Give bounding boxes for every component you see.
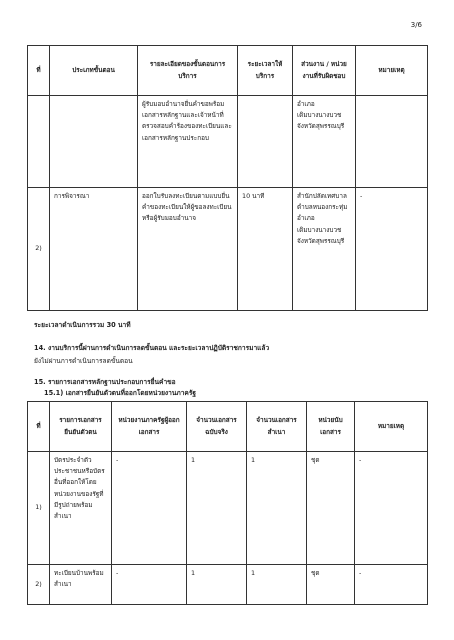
row-no: 1) bbox=[28, 452, 50, 565]
table-row bbox=[28, 452, 428, 565]
table-row bbox=[28, 188, 428, 311]
total-duration: ระยะเวลาดำเนินการรวม 30 นาที bbox=[34, 321, 131, 329]
row-note bbox=[356, 96, 428, 188]
page-number: 3/6 bbox=[410, 21, 422, 29]
section-14-text: ยังไม่ผ่านการดำเนินการลดขั้นตอน bbox=[34, 357, 133, 365]
row-copy-count: 1 bbox=[247, 452, 307, 565]
section-15-title: 15. รายการเอกสารหลักฐานประกอบการยื่นคำขอ bbox=[34, 378, 176, 386]
row-original-count: 1 bbox=[187, 565, 247, 605]
table-row bbox=[28, 96, 428, 188]
header-document-name: รายการเอกสารยืนยันตัวตน bbox=[50, 402, 112, 452]
row-note: - bbox=[355, 452, 428, 565]
header-no: ที่ bbox=[28, 402, 50, 452]
header-note: หมายเหตุ bbox=[356, 46, 428, 96]
row-no bbox=[28, 96, 50, 188]
row-duration bbox=[238, 96, 293, 188]
row-issuing-agency: - bbox=[112, 565, 187, 605]
row-step-detail: ออกใบรับลงทะเบียนตามแบบยื่นคำของทะเบียนให้ผู้ขอลงทะเบียนหรือผู้รับมอบอำนาจ bbox=[138, 188, 238, 311]
row-step-type bbox=[50, 96, 138, 188]
row-unit: ชุด bbox=[307, 452, 355, 565]
row-document-name: บัตรประจำตัวประชาชนหรือบัตรอื่นที่ออกให้โดยหน่วยงานของรัฐที่มีรูปถ่ายพร้อมสำเนา bbox=[50, 452, 112, 565]
header-responsible-unit: ส่วนงาน / หน่วยงานที่รับผิดชอบ bbox=[293, 46, 356, 96]
row-document-name: ทะเบียนบ้านพร้อมสำเนา bbox=[50, 565, 112, 605]
row-note: - bbox=[356, 188, 428, 311]
row-duration: 10 นาที bbox=[238, 188, 293, 311]
row-step-detail: ผู้รับมอบอำนาจยื่นคำขอพร้อมเอกสารหลักฐานและเจ้าหน้าที่ตรวจสอบคำร้องของทะเบียนและเอกสารหลักฐานประกอบ bbox=[138, 96, 238, 188]
header-unit: หน่วยนับเอกสาร bbox=[307, 402, 355, 452]
header-copy-count: จำนวนเอกสารสำเนา bbox=[247, 402, 307, 452]
row-no: 2) bbox=[28, 565, 50, 605]
row-issuing-agency: - bbox=[112, 452, 187, 565]
document-table-header bbox=[28, 402, 428, 452]
row-original-count: 1 bbox=[187, 452, 247, 565]
table-row bbox=[28, 565, 428, 605]
process-table-header bbox=[28, 46, 428, 96]
row-step-type: การพิจารณา bbox=[50, 188, 138, 311]
row-note: - bbox=[355, 565, 428, 605]
header-step-detail: รายละเอียดของขั้นตอนการบริการ bbox=[138, 46, 238, 96]
document-table bbox=[27, 401, 428, 605]
row-unit: ชุด bbox=[307, 565, 355, 605]
header-issuing-agency: หน่วยงานภาครัฐผู้ออกเอกสาร bbox=[112, 402, 187, 452]
header-step-type: ประเภทขั้นตอน bbox=[50, 46, 138, 96]
row-no: 2) bbox=[28, 188, 50, 311]
row-responsible-unit: อำเภอเดิมบางนางบวชจังหวัดสุพรรณบุรี bbox=[293, 96, 356, 188]
section-15-1-subtitle: 15.1) เอกสารยืนยันตัวตนที่ออกโดยหน่วยงานภาครัฐ bbox=[44, 389, 197, 397]
header-note: หมายเหตุ bbox=[355, 402, 428, 452]
header-no: ที่ bbox=[28, 46, 50, 96]
process-table bbox=[27, 45, 428, 311]
row-responsible-unit: สำนักปลัดเทศบาลตำบลหนองกระทุ่มอำเภอเดิมบางนางบวชจังหวัดสุพรรณบุรี bbox=[293, 188, 356, 311]
section-14-title: 14. งานบริการนี้ผ่านการดำเนินการลดขั้นตอน และระยะเวลาปฏิบัติราชการมาแล้ว bbox=[34, 344, 270, 352]
header-original-count: จำนวนเอกสารฉบับจริง bbox=[187, 402, 247, 452]
header-duration: ระยะเวลาให้บริการ bbox=[238, 46, 293, 96]
row-copy-count: 1 bbox=[247, 565, 307, 605]
